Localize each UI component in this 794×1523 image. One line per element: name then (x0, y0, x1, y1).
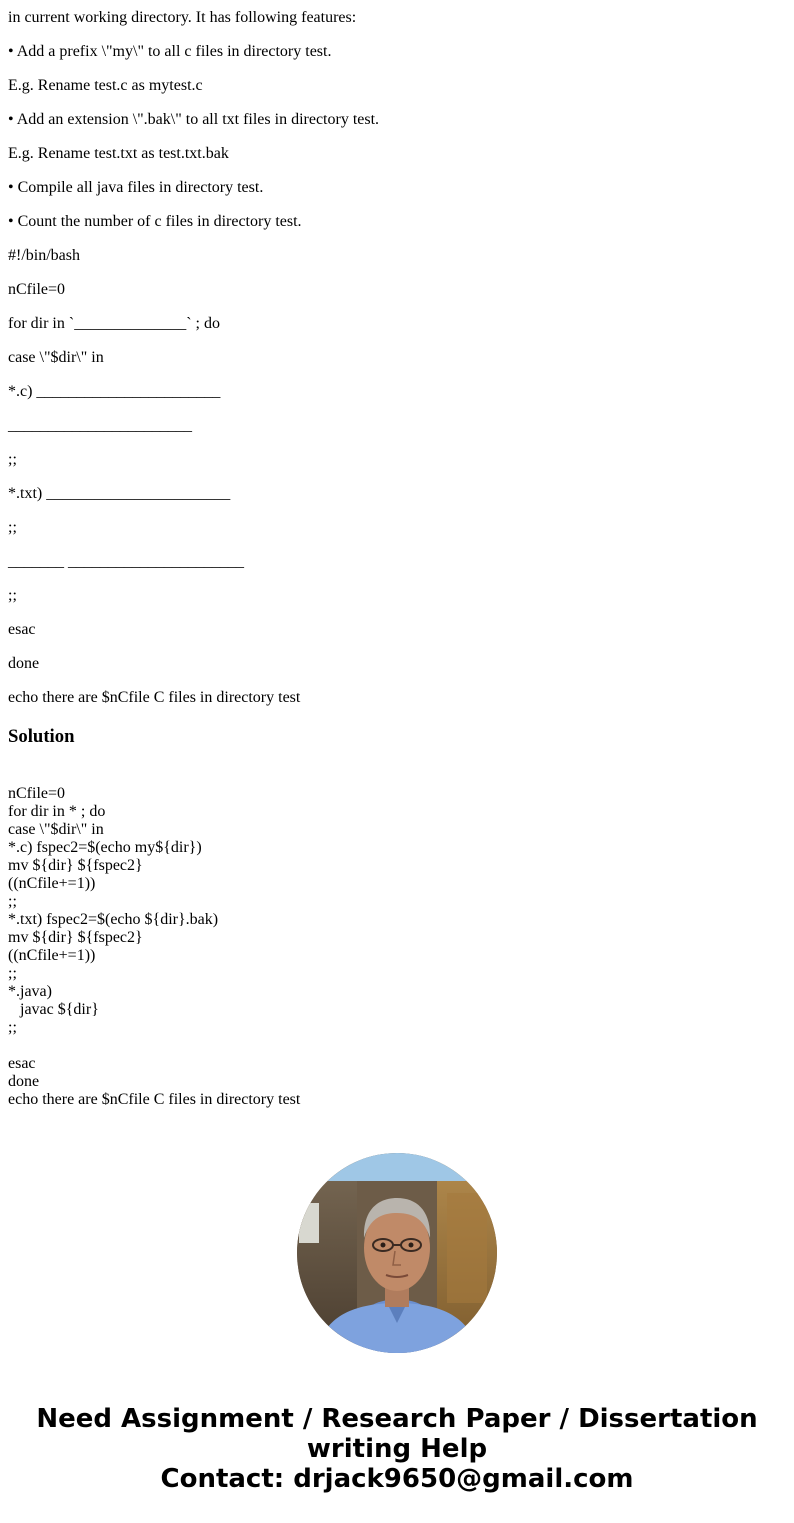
banner-line-3: Contact: drjack9650@gmail.com (160, 1464, 634, 1494)
code-line: ;; (8, 1019, 17, 1036)
solution-code (8, 785, 300, 1109)
code-line (8, 1037, 300, 1055)
question-line: • Compile all java files in directory test. (8, 179, 264, 196)
question-line: #!/bin/bash (8, 247, 80, 264)
code-line: case \"$dir\" in (8, 821, 104, 838)
question-line: nCfile=0 (8, 281, 66, 298)
question-line: ;; (8, 451, 17, 468)
code-line: javac ${dir} (8, 1001, 99, 1018)
code-line: mv ${dir} ${fspec2} (8, 857, 143, 874)
code-line: done (8, 1073, 40, 1090)
question-line: • Count the number of c files in directory test. (8, 213, 302, 230)
solution-heading: Solution (8, 726, 75, 747)
question-line: ;; (8, 519, 17, 536)
code-line: echo there are $nCfile C files in directory test (8, 1091, 301, 1108)
question-line: • Add an extension \".bak\" to all txt files in directory test. (8, 111, 380, 128)
code-line: ;; (8, 893, 17, 910)
question-line: _______________________ (8, 417, 192, 434)
question-line: *.c) _______________________ (8, 383, 221, 400)
question-line: echo there are $nCfile C files in directory test (8, 689, 301, 706)
contact-banner (0, 1404, 794, 1494)
banner-line-2: writing Help (306, 1434, 488, 1464)
code-line: nCfile=0 (8, 785, 66, 802)
question-line: • Add a prefix \"my\" to all c files in directory test. (8, 43, 332, 60)
question-line: for dir in `______________` ; do (8, 315, 220, 332)
code-line: *.c) fspec2=$(echo my${dir}) (8, 839, 202, 856)
question-line: *.txt) _______________________ (8, 485, 231, 502)
code-line: ((nCfile+=1)) (8, 947, 96, 964)
author-avatar (297, 1153, 497, 1353)
question-line: esac (8, 621, 36, 638)
code-line: ((nCfile+=1)) (8, 875, 96, 892)
code-line: *.txt) fspec2=$(echo ${dir}.bak) (8, 911, 219, 928)
code-line: ;; (8, 965, 17, 982)
code-line: for dir in * ; do (8, 803, 106, 820)
banner-line-1: Need Assignment / Research Paper / Dissertation (36, 1404, 758, 1434)
code-line: esac (8, 1055, 36, 1072)
code-line: *.java) (8, 983, 52, 1000)
code-line: mv ${dir} ${fspec2} (8, 929, 143, 946)
question-line: _______ ______________________ (8, 553, 244, 570)
question-line: E.g. Rename test.c as mytest.c (8, 77, 203, 94)
question-line: ;; (8, 587, 17, 604)
author-photo (297, 1153, 497, 1353)
question-line: E.g. Rename test.txt as test.txt.bak (8, 145, 229, 162)
question-line: done (8, 655, 40, 672)
question-line: case \"$dir\" in (8, 349, 104, 366)
question-line: in current working directory. It has following features: (8, 9, 357, 26)
